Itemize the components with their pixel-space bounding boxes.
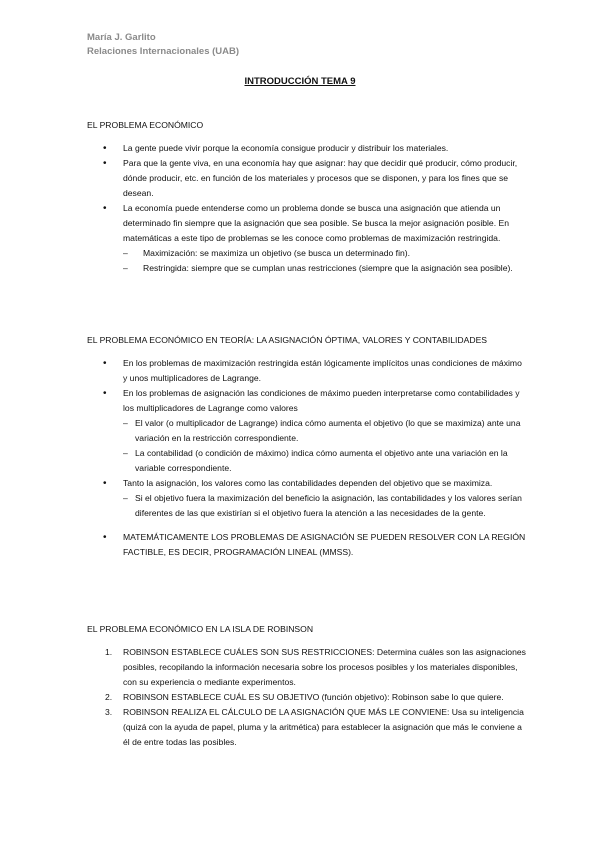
list-item-text: En los problemas de asignación las condiciones de máximo pueden interpretarse como contabilidades y los multiplicadores de Lagrange como valores	[123, 388, 520, 413]
list-item: • La gente puede vivir porque la economía consigue producir y distribuir los materiales.	[87, 141, 527, 156]
numbered-item	[87, 705, 527, 750]
section-teoria	[87, 333, 527, 560]
section-heading: EL PROBLEMA ECONÓMICO EN TEORÍA: LA ASIGNACIÓN ÓPTIMA, VALORES Y CONTABILIDADES	[87, 335, 488, 345]
numbered-item	[87, 690, 527, 705]
item-number: 1.	[105, 647, 113, 657]
item-text: : Usa su inteligencia (quizá con la ayuda de papel, pluma y la aritmética) para establecer la asignación que más le conviene a él de entre todas las posibles.	[123, 707, 524, 747]
dash-item: – Maximización: se maximiza un objetivo (se busca un determinado fin).	[123, 246, 527, 261]
list-item	[87, 476, 527, 521]
numbered-item	[87, 645, 527, 690]
list-item-text: La economía puede entenderse como un problema donde se busca una asignación que atienda un determinado fin siempre que la asignación que sea posible. Se busca la mejor asignación posible. En matemáticas a este tipo de problemas se les conoce como problemas de maximización restringida.	[123, 203, 510, 243]
list-item-text: Tanto la asignación, los valores como las contabilidades dependen del objetivo que se maximiza.	[123, 478, 493, 488]
bullet-list	[87, 356, 527, 560]
numbered-list	[87, 645, 527, 750]
dash-list	[123, 246, 527, 276]
dash-item: – El valor (o multiplicador de Lagrange) indica cómo aumenta el objetivo (lo que se maximiza) ante una variación en la restricción correspondiente.	[123, 416, 527, 446]
list-item: • Para que la gente viva, en una economía hay que asignar: hay que decidir qué producir, cómo producir, dónde producir, etc. en función de los materiales y procesos que se disponen, y para los fines que se desean.	[87, 156, 527, 201]
item-lead: ROBINSON ESTABLECE CUÁLES SON SUS RESTRICCIONES	[123, 647, 373, 657]
list-item	[87, 201, 527, 276]
item-lead: ROBINSON ESTABLECE CUÁL ES SU OBJETIVO	[123, 692, 320, 702]
author-affiliation: Relaciones Internacionales (UAB)	[87, 46, 240, 57]
dash-list	[123, 491, 527, 521]
document-header	[87, 31, 239, 59]
author-name: María J. Garlito	[87, 32, 156, 43]
section-heading: EL PROBLEMA ECONÓMICO EN LA ISLA DE ROBINSON	[87, 624, 314, 634]
item-number: 2.	[105, 692, 113, 702]
item-number: 3.	[105, 707, 113, 717]
item-text: (función objetivo): Robinson sabe lo que quiere.	[319, 692, 504, 702]
dash-item: – Restringida: siempre que se cumplan unas restricciones (siempre que la asignación sea posible).	[123, 261, 527, 276]
dash-item: – Si el objetivo fuera la maximización del beneficio la asignación, las contabilidades y los valores serían diferentes de las que existirían si el objetivo fuera la atención a las necesidades de la gente.	[123, 491, 527, 521]
section-isla-robinson	[87, 622, 527, 750]
dash-item: – La contabilidad (o condición de máximo) indica cómo aumenta el objetivo ante una variación en la variable correspondiente.	[123, 446, 527, 476]
section-problema-economico	[87, 118, 527, 276]
list-item: • En los problemas de maximización restringida están lógicamente implícitos unas condiciones de máximo y unos multiplicadores de Lagrange.	[87, 356, 527, 386]
dash-list	[123, 416, 527, 476]
bullet-list	[87, 141, 527, 276]
list-item	[87, 386, 527, 476]
document-title: INTRODUCCIÓN TEMA 9	[244, 76, 356, 87]
section-heading: EL PROBLEMA ECONÓMICO	[87, 120, 204, 130]
item-lead: ROBINSON REALIZA EL CÁLCULO DE LA ASIGNACIÓN QUE MÁS LE CONVIENE	[123, 707, 447, 717]
item-text: : Determina cuáles son las asignaciones posibles, recopilando la información necesaria sobre los procesos posibles y los materiales disponibles, con su experiencia o mediante experimentos.	[123, 647, 526, 687]
list-item: • MATEMÁTICAMENTE LOS PROBLEMAS DE ASIGNACIÓN SE PUEDEN RESOLVER CON LA REGIÓN FACTIBLE, ES DECIR, PROGRAMACIÓN LINEAL (MMSS).	[87, 530, 527, 560]
